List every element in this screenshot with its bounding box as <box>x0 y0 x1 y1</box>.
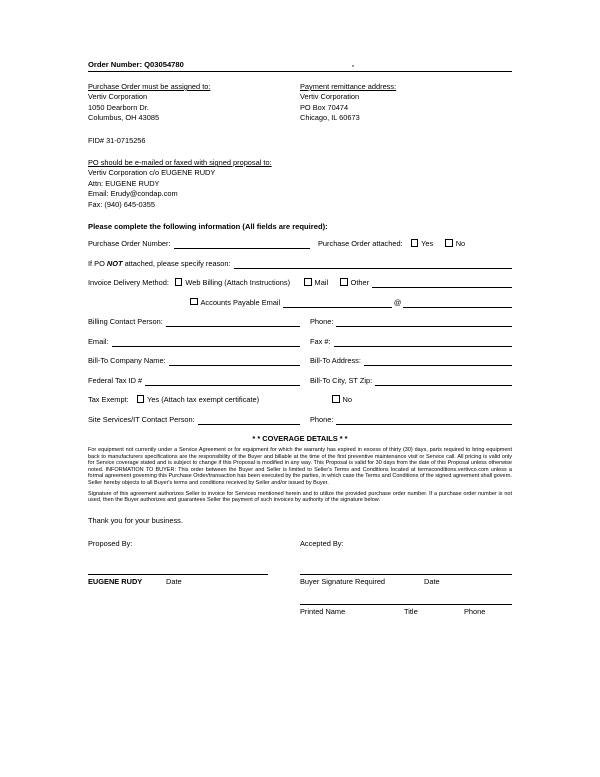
mail-checkbox[interactable] <box>304 278 312 286</box>
po-attached-no-checkbox[interactable] <box>445 239 453 247</box>
thank-you-line: Thank you for your business. <box>88 515 183 525</box>
row-invoice-delivery-method <box>88 278 512 288</box>
buyer-signature-labels <box>300 577 512 586</box>
row-not-attached-reason <box>88 259 512 269</box>
other-label: Other <box>350 278 370 288</box>
not-attached-reason-input[interactable] <box>234 259 512 269</box>
row-tax-id-city <box>88 376 512 386</box>
accounts-payable-email-checkbox[interactable] <box>190 298 198 306</box>
bill-to-city-st-zip-input[interactable] <box>375 376 512 386</box>
email-label: Email: <box>88 336 109 346</box>
po-send-heading: PO should be e-mailed or faxed with signed proposal to: <box>88 158 272 168</box>
po-assign-line-2: 1050 Dearborn Dr. <box>88 102 149 112</box>
po-send-line-1: Vertiv Corporation c/o EUGENE RUDY <box>88 168 216 178</box>
po-assign-block <box>88 82 300 124</box>
accounts-payable-email-input[interactable] <box>283 298 392 308</box>
billing-phone-input[interactable] <box>336 317 512 327</box>
po-send-line-4: Fax: (940) 645-0355 <box>88 199 155 209</box>
remittance-heading: Payment remittance address: <box>300 82 397 91</box>
accepted-by-label: Accepted By: <box>300 538 344 548</box>
row-accounts-payable-email <box>88 298 512 308</box>
accounts-payable-email-label: Accounts Payable Email <box>200 297 281 307</box>
remittance-line-3: Chicago, IL 60673 <box>300 113 360 123</box>
tax-exempt-no-label: No <box>342 395 352 405</box>
coverage-paragraph-1: For equipment not currently under a Service Agreement or for equipment for which the warranty has expired in excess of thirty (30) days, parts required to bring equipment back to manufacturers specifications are the responsibility of the Buyer and billable at the time of the first preventive maintenance visit or Service call. All pricing is valid only for Service coverage stated and is subject to change if this Proposal is modified in any way. This Proposal is valid for 30 days from the date of this Proposal unless otherwise noted. INFORMATION TO BUYER: This order between the Buyer and Seller is limited to Seller's Terms and Conditions located at termsconditions.vertivco.com unless a formal agreement governing this Purchase Order/transaction has been executed by the parties, in which case the Terms and Conditions of the signed agreement shall govern. Seller hereby objects to all Buyer's terms and conditions received by Seller and/or issued by Buyer. <box>88 447 512 487</box>
coverage-fine-print <box>88 447 512 504</box>
po-send-line-2: Attn: EUGENE RUDY <box>88 178 160 188</box>
row-email-fax <box>88 337 512 347</box>
accounts-payable-domain-input[interactable] <box>403 298 512 308</box>
other-method-input[interactable] <box>372 278 512 288</box>
bill-to-company-name-input[interactable] <box>169 356 300 366</box>
proposed-name: EUGENE RUDY <box>88 576 143 586</box>
site-services-contact-label: Site Services/IT Contact Person: <box>88 414 195 424</box>
po-attached-yes-label: Yes <box>421 239 434 249</box>
proposed-signature-line[interactable] <box>88 574 268 575</box>
signature-lines-row <box>88 574 512 616</box>
po-attached-yes-checkbox[interactable] <box>411 239 419 247</box>
bill-to-city-st-zip-label: Bill-To City, ST Zip: <box>310 375 373 385</box>
form-sheet <box>88 60 512 616</box>
row-billing-contact <box>88 317 512 327</box>
site-phone-input[interactable] <box>336 415 512 425</box>
purchase-order-number-input[interactable] <box>174 239 310 249</box>
row-purchase-order-number <box>88 239 512 249</box>
other-checkbox[interactable] <box>340 278 348 286</box>
order-number-line <box>88 60 512 72</box>
remittance-block <box>300 82 512 124</box>
proposed-date-label: Date <box>166 576 182 586</box>
printed-name-labels <box>300 607 512 616</box>
fid-line: FID# 31-0715256 <box>88 135 146 145</box>
remittance-line-2: PO Box 70474 <box>300 102 349 112</box>
po-assign-line-3: Columbus, OH 43085 <box>88 113 160 123</box>
remittance-line-1: Vertiv Corporation <box>300 92 360 102</box>
bill-to-address-label: Bill-To Address: <box>310 356 361 366</box>
po-assign-heading: Purchase Order must be assigned to: <box>88 82 211 91</box>
not-attached-reason-label: If PO NOT attached, please specify reason: <box>88 258 231 268</box>
bill-to-address-input[interactable] <box>364 356 512 366</box>
proposed-signature-labels <box>88 577 300 586</box>
phone-label: Phone <box>464 606 486 616</box>
billing-phone-label: Phone: <box>310 317 334 327</box>
row-tax-exempt <box>88 395 512 405</box>
tax-exempt-no-checkbox[interactable] <box>332 395 340 403</box>
accepted-date-label: Date <box>424 576 440 586</box>
tax-exempt-yes-checkbox[interactable] <box>137 395 145 403</box>
coverage-paragraph-2: Signature of this agreement authorizes Seller to invoice for Services mentioned herein and to utilize the provided purchase order number. If a purchase order number is not used, then the Buyer authorizes and guarantees Seller the payment of such invoices by authority of the signature below. <box>88 490 512 504</box>
title-label: Title <box>404 606 418 616</box>
tax-exempt-yes-label: Yes (Attach tax exempt certificate) <box>147 395 260 405</box>
fax-label: Fax #: <box>310 336 331 346</box>
federal-tax-id-input[interactable] <box>145 376 300 386</box>
billing-contact-person-label: Billing Contact Person: <box>88 317 163 327</box>
row-site-services-contact <box>88 415 512 425</box>
at-symbol: @ <box>393 297 402 307</box>
billing-contact-person-input[interactable] <box>166 317 300 327</box>
coverage-details-title: * * COVERAGE DETAILS * * <box>252 434 348 444</box>
fax-input[interactable] <box>334 337 512 347</box>
buyer-signature-line[interactable] <box>300 574 512 575</box>
po-assign-line-1: Vertiv Corporation <box>88 92 148 102</box>
po-send-block <box>88 158 512 210</box>
printed-name-line[interactable] <box>300 604 512 605</box>
complete-heading: Please complete the following information (All fields are required): <box>88 222 328 232</box>
po-send-line-3: Email: Erudy@condap.com <box>88 189 178 199</box>
buyer-signature-required-label: Buyer Signature Required <box>300 576 386 586</box>
mail-label: Mail <box>314 278 329 288</box>
order-number-value: Q03054780 <box>144 60 184 69</box>
address-block <box>88 82 512 124</box>
purchase-order-number-label: Purchase Order Number: <box>88 239 171 249</box>
row-billto-company <box>88 356 512 366</box>
web-billing-label: Web Billing (Attach Instructions) <box>185 278 291 288</box>
po-attached-no-label: No <box>455 239 466 249</box>
federal-tax-id-label: Federal Tax ID # <box>88 375 143 385</box>
signature-heading-row <box>88 539 512 548</box>
web-billing-checkbox[interactable] <box>175 278 183 286</box>
order-number-label: Order Number: <box>88 60 143 69</box>
proposed-by-label: Proposed By: <box>88 538 133 548</box>
invoice-delivery-method-label: Invoice Delivery Method: <box>88 278 169 288</box>
tax-exempt-label: Tax Exempt: <box>88 395 129 405</box>
bill-to-company-name-label: Bill-To Company Name: <box>88 356 166 366</box>
site-phone-label: Phone: <box>310 414 334 424</box>
printed-name-label: Printed Name <box>300 606 346 616</box>
site-services-contact-input[interactable] <box>198 415 300 425</box>
purchase-order-attached-label: Purchase Order attached: <box>318 239 403 249</box>
email-input[interactable] <box>112 337 300 347</box>
